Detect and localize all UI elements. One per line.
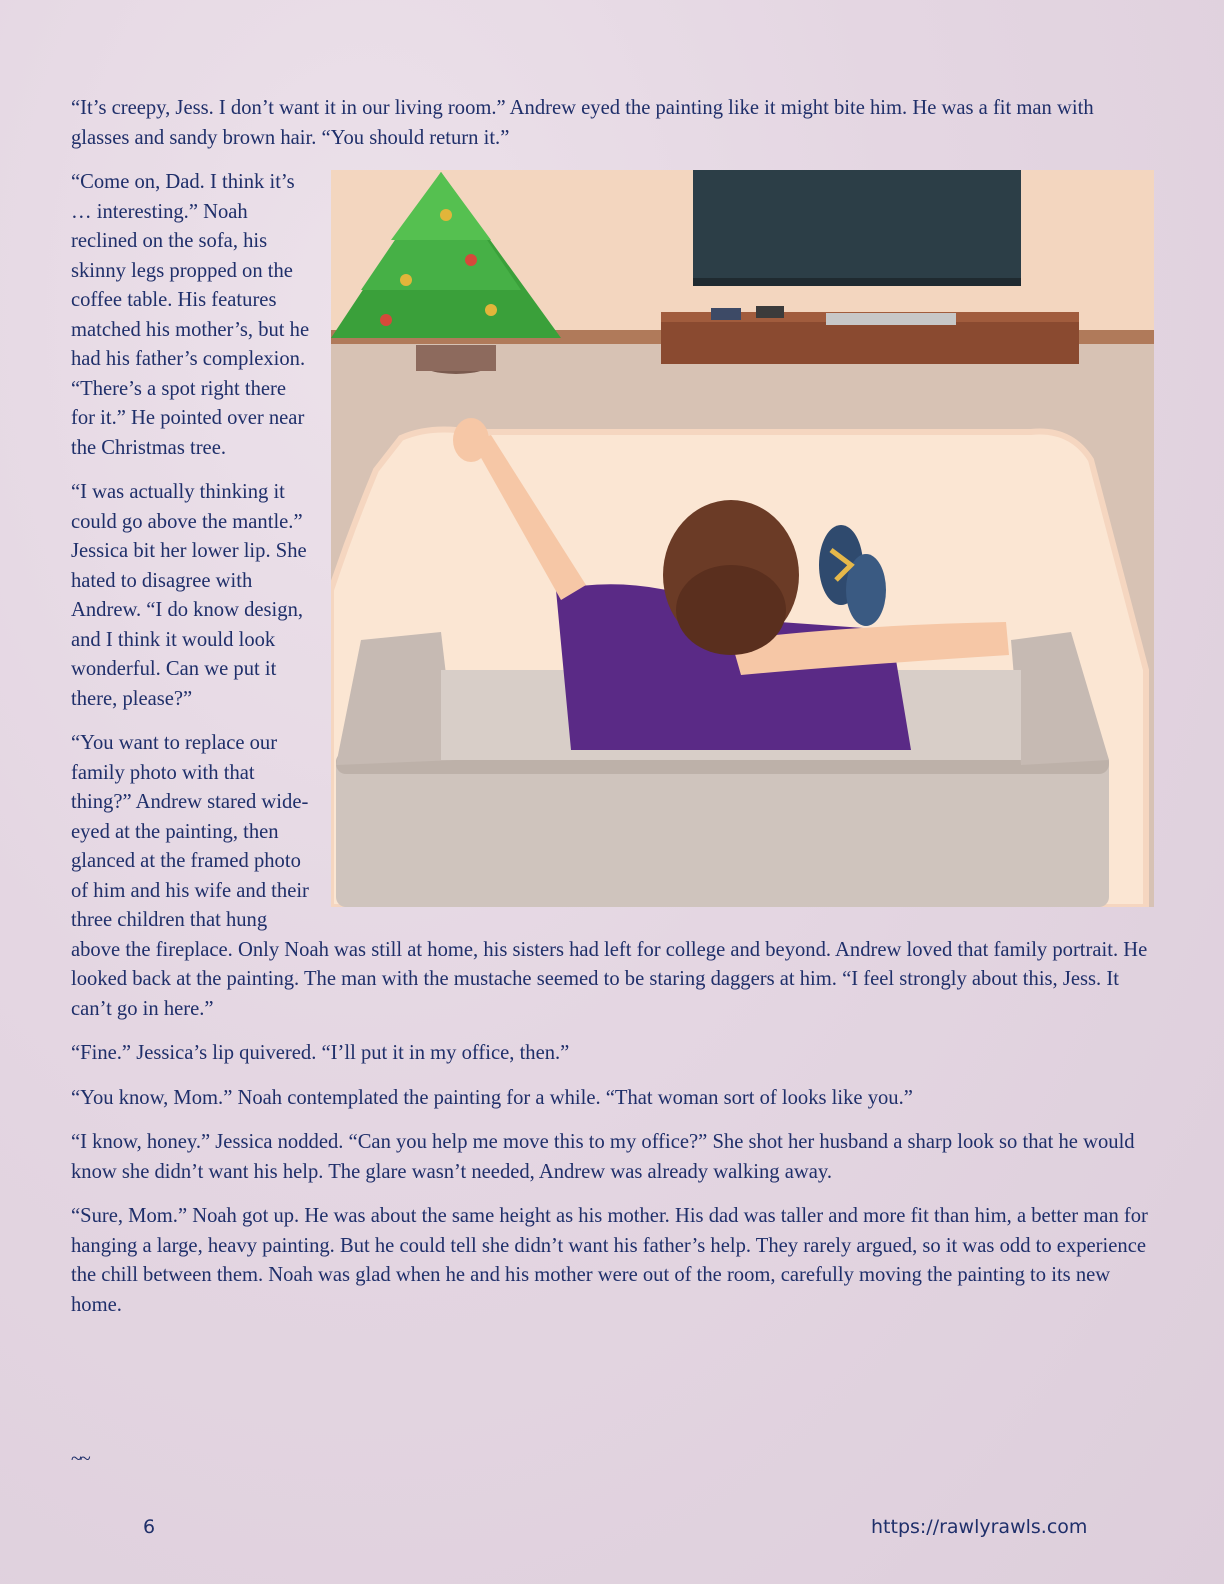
paragraph-3: “I was actually thinking it could go above the mantle.” Jessica bit her lower lip. She hated to disagree with Andrew. “I do know design, and I think it would look wonderful. Can we put it there, please?” xyxy=(71,481,307,710)
paragraph-8: “Sure, Mom.” Noah got up. He was about the same height as his mother. His dad was taller and more fit than him, a better man for hanging a large, heavy painting. But he could tell she didn’t want his father’s help. They rarely argued, so it was odd to experience the chill between them. Noah was glad when he and his mother were out of the room, carefully moving the painting to its new home. xyxy=(71,1205,1148,1316)
page-number: 6 xyxy=(143,1516,156,1538)
paragraph-6: “You know, Mom.” Noah contemplated the painting for a while. “That woman sort of looks like you.” xyxy=(71,1086,913,1109)
paragraph-4: “You want to replace our family photo with that thing?” Andrew stared wide-eyed at the painting, then glanced at the framed photo of him and his wife and their three children that hung above the fireplace. Only Noah was still at home, his sisters had left for college and beyond. Andrew loved that family portrait. He looked back at the painting. The man with the mustache seemed to be staring daggers at him. “I feel strongly about this, Jess. It can’t go in here.” xyxy=(71,732,1148,1020)
paragraph-5: “Fine.” Jessica’s lip quivered. “I’ll put it in my office, then.” xyxy=(71,1042,570,1064)
footer-url: https://rawlyrawls.com xyxy=(871,1516,1088,1538)
section-divider: ~~ xyxy=(71,1448,89,1470)
paragraph-1: “It’s creepy, Jess. I don’t want it in our living room.” Andrew eyed the painting like it might bite him. He was a fit man with glasses and sandy brown hair. “You should return it.” xyxy=(71,97,1094,149)
paragraph-7: “I know, honey.” Jessica nodded. “Can you help me move this to my office?” She shot her husband a sharp look so that he would know she didn’t want his help. The glare wasn’t needed, Andrew was already walking away. xyxy=(71,1131,1135,1183)
paragraph-2: “Come on, Dad. I think it’s … interesting.” Noah reclined on the sofa, his skinny legs propped on the coffee table. His features matched his mother’s, but he had his father’s complexion. “There’s a spot right there for it.” He pointed over near the Christmas tree. xyxy=(71,171,310,459)
living-room-illustration xyxy=(331,170,1154,907)
story-text xyxy=(71,94,1154,1335)
